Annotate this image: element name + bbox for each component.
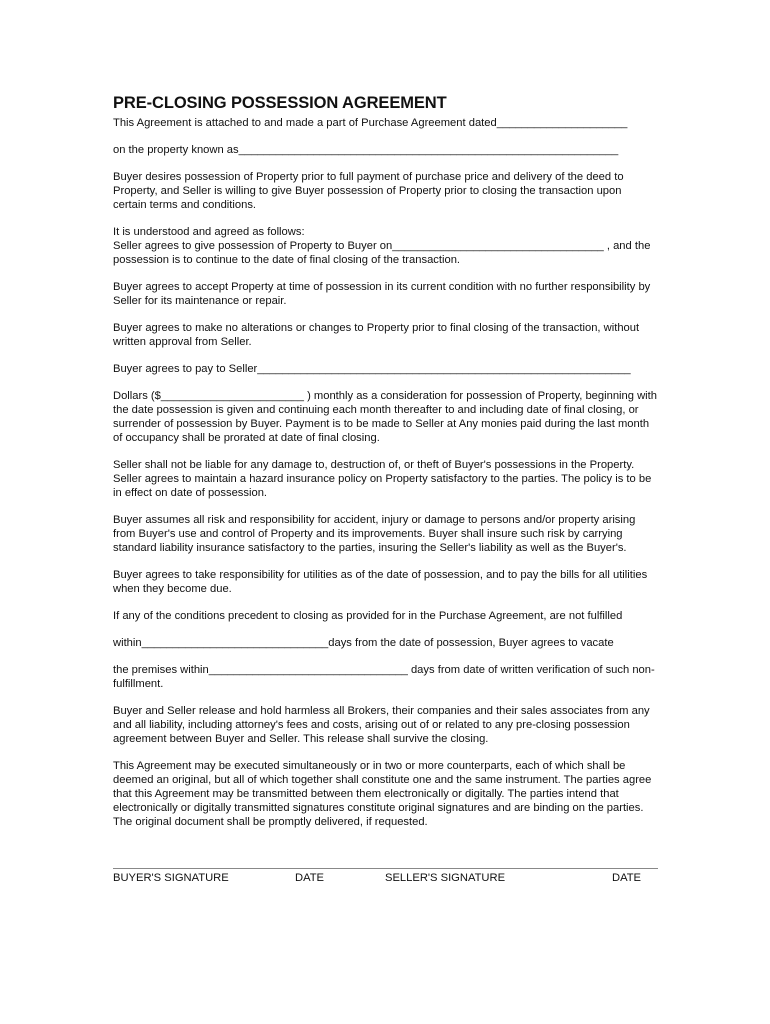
buyer-signature-label: BUYER'S SIGNATURE (113, 872, 229, 884)
paragraph-utilities: Buyer agrees to take responsibility for utilities as of the date of possession, and to pay the bills for all utilities when they become due. (113, 569, 651, 595)
paragraph-buyer-assumes-risk: Buyer assumes all risk and responsibility for accident, injury or damage to persons and/or property arising from Buyer's use and control of Property and its improvements. Buyer shall insure such risk by carrying standard liability insurance satisfactory to the parties, insuring the Seller's liability as well as the Buyer's. (113, 514, 639, 554)
paragraph-counterparts: This Agreement may be executed simultaneously or in two or more counterparts, each of which shall be deemed an original, but all of which together shall constitute one and the same instrument. The parties agree that this Agreement may be transmitted between them electronically or digitally. The parties intend that electronically or digitally transmitted signatures constitute original signatures and are binding on the parties. The original document shall be promptly delivered, if requested. (113, 760, 655, 828)
paragraph-conditions-precedent: If any of the conditions precedent to closing as provided for in the Purchase Agreement, are not fulfilled (113, 610, 623, 622)
buyer-date-label: DATE (295, 872, 325, 884)
document-title: PRE-CLOSING POSSESSION AGREEMENT (113, 94, 447, 112)
seller-signature-label: SELLER'S SIGNATURE (385, 872, 506, 884)
paragraph-property-known-as: on the property known as_____________________________________________________________ (113, 144, 619, 156)
document-body (113, 93, 661, 829)
paragraph-buyer-desires: Buyer desires possession of Property prior to full payment of purchase price and delivery of the deed to Property, and Seller is willing to give Buyer possession of Property prior to closing the transaction upon certain terms and conditions. (113, 171, 627, 211)
paragraph-no-alterations: Buyer agrees to make no alterations or changes to Property prior to final closing of the transaction, without written approval from Seller. (113, 322, 643, 348)
paragraph-pay-to-seller: Buyer agrees to pay to Seller____________________________________________________________ (113, 363, 631, 375)
signature-line (113, 868, 658, 869)
seller-date-label: DATE (612, 872, 642, 884)
paragraph-dollars-monthly: Dollars ($_______________________ ) monthly as a consideration for possession of Property, beginning with the date possession is given and continuing each month thereafter to and including date of final closing, or surrender of possession by Buyer. Payment is to be made to Seller at Any monies paid during the last month of occupancy shall be prorated at date of final closing. (113, 390, 661, 444)
paragraph-attached-to: This Agreement is attached to and made a part of Purchase Agreement dated_____________________ (113, 117, 628, 129)
paragraph-seller-not-liable: Seller shall not be liable for any damage to, destruction of, or theft of Buyer's possessions in the Property. Seller agrees to maintain a hazard insurance policy on Property satisfactory to the parties. The policy is to be in effect on date of possession. (113, 459, 655, 499)
paragraph-accept-condition: Buyer agrees to accept Property at time of possession in its current condition with no further responsibility by Seller for its maintenance or repair. (113, 281, 654, 307)
paragraph-within-days: within______________________________days from the date of possession, Buyer agrees to vacate (113, 637, 614, 649)
paragraph-release-brokers: Buyer and Seller release and hold harmless all Brokers, their companies and their sales associates from any and all liability, including attorney's fees and costs, arising out of or related to any pre-closing possession agreement between Buyer and Seller. This release shall survive the closing. (113, 705, 653, 745)
paragraph-premises-within: the premises within________________________________ days from date of written verification of such non-fulfillment. (113, 664, 655, 690)
paragraph-understood-agreed: It is understood and agreed as follows: Seller agrees to give possession of Property to Buyer on__________________________________ , and the possession is to continue to the date of final closing of the transaction. (113, 226, 651, 266)
